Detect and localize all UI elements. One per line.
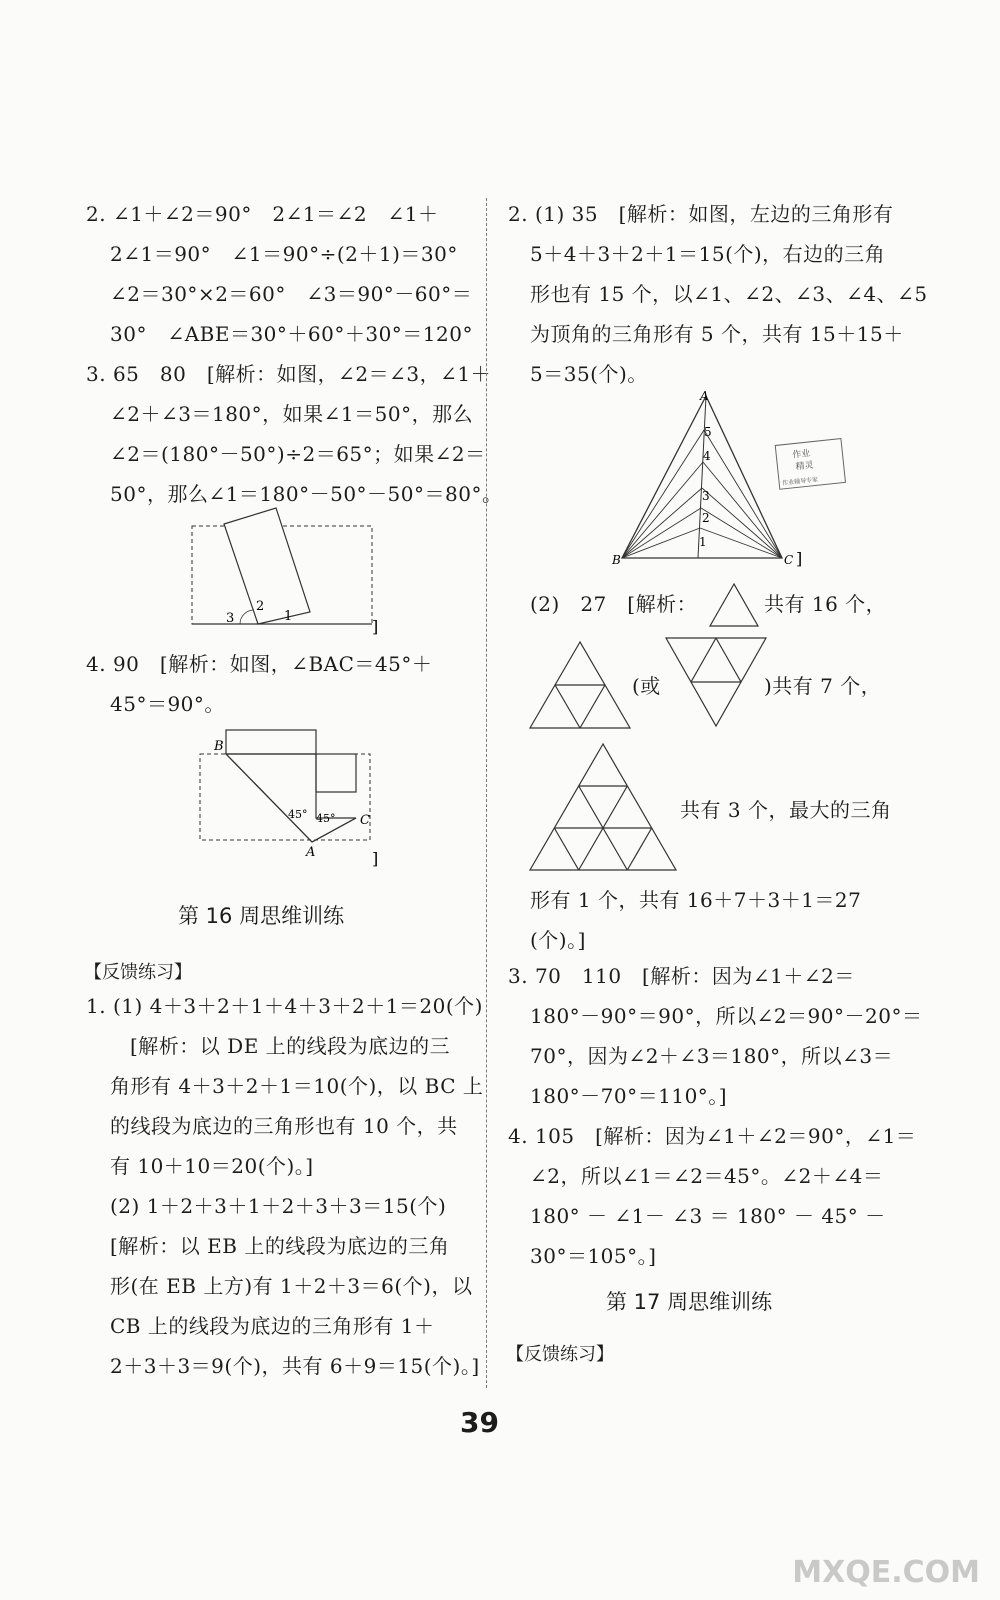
right-q3-line: 180°－90°＝90°，所以∠2＝90°－20°＝ (530, 1004, 923, 1028)
feedback-tag: 【反馈练习】 (84, 962, 192, 983)
folded-rectangle-figure (180, 500, 400, 640)
right-q4-line: 30°＝105°。] (530, 1244, 657, 1268)
right-q4-line: 4. 105 [解析：因为∠1＋∠2＝90°，∠1＝ (508, 1124, 917, 1148)
bracket: ] (796, 549, 803, 568)
right-p2-line: (2) 27 [解析： (530, 592, 698, 616)
feedback-tag: 【反馈练习】 (506, 1344, 614, 1365)
angle-label-45-right: 45° (316, 812, 336, 825)
right-q3-line: 180°－70°＝110°。] (530, 1084, 728, 1108)
week16-title: 第 16 周思维训练 (178, 904, 345, 928)
right-line: 5＝35(个)。 (530, 362, 648, 386)
svg-text:作业辅导专家: 作业辅导专家 (781, 476, 819, 487)
angle-label-2: 2 (256, 599, 265, 614)
left-q1-line: 角形有 4＋3＋2＋1＝10(个)，以 BC 上 (110, 1074, 484, 1098)
left-line: ∠2＝30°×2＝60° ∠3＝90°－60°＝ (110, 282, 473, 306)
angle-label-3: 3 (226, 611, 235, 626)
left-line: ∠2＋∠3＝180°，如果∠1＝50°，那么 (110, 402, 474, 426)
left-q1-line: 1. (1) 4＋3＋2＋1＋4＋3＋2＋1＝20(个) (86, 994, 483, 1018)
point-label-c: C (360, 813, 370, 828)
left-line: 2. ∠1＋∠2＝90° 2∠1＝∠2 ∠1＋ (86, 202, 439, 226)
triangle-grid-9 (528, 742, 678, 872)
inverted-triangle-grid-4 (664, 636, 768, 728)
right-p2-line: (个)。] (530, 928, 586, 952)
left-q1-line: 形(在 EB 上方)有 1＋2＋3＝6(个)，以 (110, 1274, 473, 1298)
vertex-label-b: B (612, 553, 621, 567)
left-q1-line: [解析：以 DE 上的线段为底边的三 (130, 1034, 451, 1058)
vertex-label-c: C (784, 553, 794, 567)
right-p2-line: 共有 16 个， (764, 592, 887, 616)
left-q1-line: (2) 1＋2＋3＋1＋2＋3＋3＝15(个) (110, 1194, 447, 1218)
page-number: 39 (460, 1406, 499, 1439)
watermark-logo: MXQE.COM (792, 1555, 980, 1590)
triangle-grid-4 (528, 640, 632, 730)
point-label-a: A (306, 845, 316, 860)
right-q3-line: 70°，因为∠2＋∠3＝180°，所以∠3＝ (530, 1044, 894, 1068)
left-q1-line: 2＋3＋3＝9(个)，共有 6＋9＝15(个)。] (110, 1354, 480, 1378)
angle-label-45-left: 45° (288, 808, 308, 821)
angle-label-1: 1 (699, 535, 707, 549)
right-q4-line: 180° － ∠1－ ∠3 ＝ 180° － 45° － (530, 1204, 886, 1228)
left-line: 3. 65 80 [解析：如图，∠2＝∠3，∠1＋ (86, 362, 492, 386)
point-label-b: B (214, 739, 224, 754)
right-line: 为顶角的三角形有 5 个，共有 15＋15＋ (530, 322, 904, 346)
small-triangle-icon (708, 582, 760, 628)
triangle-with-cevians-figure (600, 390, 900, 570)
right-line: 形也有 15 个，以∠1、∠2、∠3、∠4、∠5 (530, 282, 928, 306)
angle-label-1: 1 (284, 609, 293, 624)
bracket: ] (372, 849, 379, 868)
angle-label-5: 5 (704, 425, 712, 439)
angle-label-4: 4 (703, 449, 711, 463)
right-p2-line: (或 (632, 674, 661, 698)
stamp-logo (775, 439, 845, 490)
week17-title: 第 17 周思维训练 (606, 1290, 773, 1314)
left-line: 2∠1＝90° ∠1＝90°÷(2＋1)＝30° (110, 242, 458, 266)
left-q1-line: [解析：以 EB 上的线段为底边的三角 (110, 1234, 450, 1258)
left-q1-line: 的线段为底边的三角形也有 10 个，共 (110, 1114, 458, 1138)
right-q3-line: 3. 70 110 [解析：因为∠1＋∠2＝ (508, 964, 855, 988)
column-divider (486, 198, 487, 1388)
angle-label-3: 3 (702, 489, 710, 503)
right-line: 2. (1) 35 [解析：如图，左边的三角形有 (508, 202, 894, 226)
right-p2-line: )共有 7 个， (764, 674, 882, 698)
left-q1-line: 有 10＋10＝20(个)。] (110, 1154, 314, 1178)
svg-text:作业: 作业 (791, 448, 811, 461)
right-q4-line: ∠2，所以∠1＝∠2＝45°。∠2＋∠4＝ (530, 1164, 884, 1188)
angle-label-2: 2 (702, 511, 710, 525)
left-line: 30° ∠ABE＝30°＋60°＋30°＝120° (110, 322, 473, 346)
left-line: 45°＝90°。 (110, 692, 225, 716)
svg-text:精灵: 精灵 (795, 460, 815, 473)
right-p2-line: 形有 1 个，共有 16＋7＋3＋1＝27 (530, 888, 862, 912)
left-line: 4. 90 [解析：如图，∠BAC＝45°＋ (86, 652, 433, 676)
right-p2-line: 共有 3 个，最大的三角 (680, 798, 892, 822)
left-line: ∠2＝(180°－50°)÷2＝65°；如果∠2＝ (110, 442, 486, 466)
vertex-label-a: A (700, 390, 709, 403)
right-line: 5＋4＋3＋2＋1＝15(个)，右边的三角 (530, 242, 886, 266)
folded-square-figure (190, 720, 400, 870)
left-q1-line: CB 上的线段为底边的三角形有 1＋ (110, 1314, 435, 1338)
bracket: ] (372, 617, 379, 636)
left-line: 50°，那么∠1＝180°－50°－50°＝80°。 (110, 482, 503, 506)
